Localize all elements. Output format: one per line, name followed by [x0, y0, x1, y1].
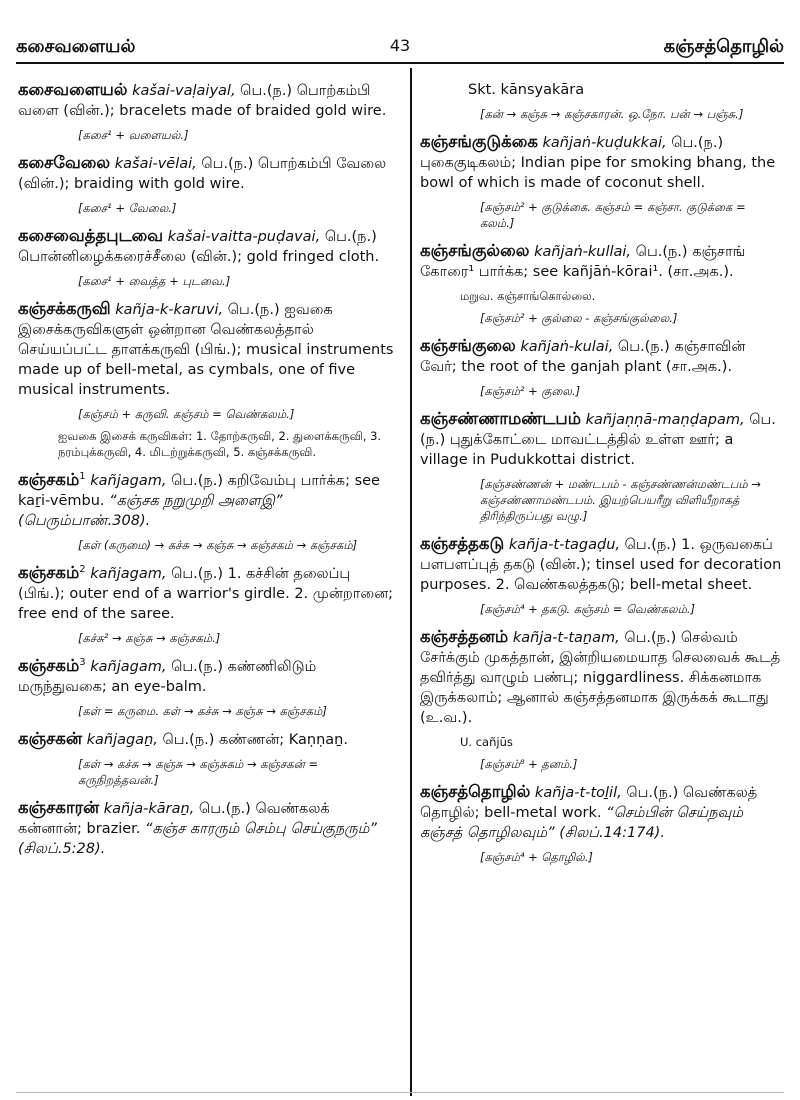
definition: கண்ணிலிடும் மருந்துவகை; an eye-balm. — [18, 659, 317, 695]
etymology: [கஞ்சம்⁴ + தகடு. கஞ்சம் = வெண்கலம்.] — [480, 602, 695, 616]
transliteration: kañjaṇṇā-maṇḍapam, — [585, 412, 745, 428]
etymology: [கஞ்சம்² + குலை.] — [480, 384, 581, 398]
etymology: [கஞ்சம்² + குல்லை - கஞ்சங்குல்லை.] — [480, 311, 678, 325]
homonym-number: 2 — [79, 564, 86, 576]
page-number: 43 — [389, 36, 411, 55]
transliteration: kañjaṅ-kulai, — [520, 339, 614, 355]
definition: புகைகுடிகலம்; Indian pipe for smoking bhang, the bowl of which is made of coconut shell. — [420, 155, 776, 191]
definition: கஞ்சாங் கோரை¹ பார்க்க; see kañjāṅ-kōrai¹. (சா.அக.). — [420, 244, 746, 280]
headword: கஞ்சக்கருவி — [18, 299, 111, 318]
header-first-word: கசைவளையல் — [16, 36, 136, 57]
definition: கறிவேம்பு பார்க்க; see kaṟi-vēmbu. — [18, 473, 380, 509]
footer-rule — [16, 1092, 784, 1093]
header-last-word: கஞ்சத்தொழில் — [663, 36, 784, 57]
definition: வெண்கலக் கன்னான்; brazier. — [18, 801, 330, 837]
headword: கஞ்சகம் — [18, 470, 80, 489]
etymology: [கசை¹ + வைத்த + புடவை.] — [78, 274, 231, 288]
etymology: [கன் → கஞ்சு → கஞ்சகாரன். ஒ.நோ. பன் → பஞ்சு.] — [480, 107, 744, 121]
part-of-speech: பெ.(ந.) — [617, 339, 670, 355]
dictionary-entry — [420, 534, 782, 617]
transliteration: kašai-vēlai, — [114, 156, 197, 172]
headword: கஞ்சங்குடுக்கை — [420, 132, 538, 151]
definition: புதுக்கோட்டை மாவட்டத்தில் உள்ள ஊர்; a village in Pudukkottai district. — [420, 432, 734, 468]
transliteration: kañjagam, — [90, 566, 167, 582]
dictionary-entry — [18, 153, 398, 216]
headword: கஞ்சத்தனம் — [420, 627, 509, 646]
transliteration: kañja-t-taṉam, — [512, 630, 620, 646]
etymology: [கஞ்சம்² + குடுக்கை. கஞ்சம் = கஞ்சா. குடுக்கை = கலம்.] — [480, 200, 746, 230]
dictionary-entry — [18, 656, 398, 719]
definition: 1. கச்சின் தலைப்பு (பிங்.); outer end of a warrior's girdle. 2. முன்றானை; free end of the saree. — [18, 566, 394, 622]
etymology: [கள் → கச்சு → கஞ்சு → கஞ்சுகம் → கஞ்சகன் = கருநிறத்தவன்.] — [78, 757, 319, 787]
definition: பொன்னிழைக்கரைச்சீலை (வின்.); gold fringed cloth. — [18, 249, 380, 265]
headword: கசைவேலை — [18, 153, 111, 172]
usage-note: ஐவகை இசைக் கருவிகள்: 1. தோற்கருவி, 2. துளைக்கருவி, 3. நரம்புக்கருவி, 4. மிடற்றுக்கருவி, 5. கஞ்சக்கருவி. — [58, 429, 382, 459]
right-column — [420, 80, 782, 1090]
dictionary-entry — [18, 299, 398, 460]
loanword-note: U. cañjūs — [460, 735, 513, 749]
definition: செல்வம் சேர்க்கும் முகத்தான், இன்றியமையாத செலவைக் கூடத் தவிர்த்து வாழும் பண்பு; niggardliness. சிக்கனமாக இருக்கலாம்; ஆனால் கஞ்சத்தனமாக இருக்கக் கூடாது (உ.வ.). — [420, 630, 781, 726]
part-of-speech: பெ.(ந.) — [201, 156, 254, 172]
transliteration: kañja-kāraṉ, — [103, 801, 195, 817]
definition: பொற்கம்பி வளை (வின்.); bracelets made of braided gold wire. — [18, 83, 387, 119]
citation: “கஞ்சக நறுமுறி அளைஇ” (பெரும்பாண்.308). — [18, 493, 283, 529]
part-of-speech: பெ.(ந.) — [624, 630, 677, 646]
part-of-speech: பெ.(ந.) — [671, 135, 724, 151]
dictionary-entry — [420, 782, 782, 865]
definition: வெண்கலத் தொழில்; bell-metal work. — [420, 785, 758, 821]
part-of-speech: பெ.(ந.) — [171, 659, 223, 675]
transliteration: kañjaṅ-kullai, — [534, 244, 632, 260]
etymology: [கச்சு² → கஞ்சு → கஞ்சகம்.] — [78, 631, 221, 645]
transliteration: kañja-k-karuvi, — [115, 302, 224, 318]
headword: கஞ்சண்ணாமண்டபம் — [420, 409, 581, 428]
citation: “கஞ்ச காரரும் செம்பு செய்குநரும்” (சிலப்.5:28). — [18, 821, 377, 857]
dictionary-entry — [420, 627, 782, 772]
usage-note: மறுவ. கஞ்சாங்கொல்லை. — [460, 289, 596, 303]
headword: கஞ்சங்குல்லை — [420, 241, 530, 260]
dictionary-entry — [18, 470, 398, 553]
dictionary-entry — [18, 729, 398, 788]
headword: கஞ்சகாரன் — [18, 798, 100, 817]
part-of-speech: பெ.(ந.) — [171, 473, 223, 489]
headword: கஞ்சத்தொழில் — [420, 782, 531, 801]
dictionary-entry — [18, 80, 398, 143]
etymology: [கஞ்சம்⁴ + தொழில்.] — [480, 850, 593, 864]
headword: கசைவளையல் — [18, 80, 128, 99]
headword: கசைவைத்தபுடவை — [18, 226, 164, 245]
part-of-speech: பெ.(ந.) — [171, 566, 223, 582]
part-of-speech: பெ.(ந.) — [626, 785, 679, 801]
dictionary-entry — [18, 226, 398, 289]
sanskrit-cognate: Skt. kānsyakāra — [468, 82, 585, 98]
headword: கஞ்சகம் — [18, 563, 80, 582]
part-of-speech: பெ.(ந.) — [324, 229, 377, 245]
transliteration: kañja-t-toḻil, — [534, 785, 622, 801]
homonym-number: 3 — [79, 657, 86, 669]
dictionary-entry-continued — [420, 80, 782, 122]
citation: “செம்பின் செய்நவும் கஞ்சத் தொழிலவும்” (சிலப்.14:174). — [420, 805, 744, 841]
part-of-speech: பெ.(ந.) — [635, 244, 688, 260]
dictionary-entry — [420, 132, 782, 231]
page-header — [16, 34, 784, 64]
etymology: [கள் (கருமை) → கச்சு → கஞ்சு → கஞ்சகம் → கஞ்சகம்] — [78, 538, 358, 552]
etymology: [கசை¹ + வளையல்.] — [78, 128, 189, 142]
left-column — [18, 80, 398, 1090]
etymology: [கள் = கருமை. கள் → கச்சு → கஞ்சு → கஞ்சகம்] — [78, 704, 327, 718]
part-of-speech: பெ.(ந.) — [198, 801, 251, 817]
headword: கஞ்சத்தகடு — [420, 534, 505, 553]
transliteration: kañjaṅ-kuḍukkai, — [542, 135, 667, 151]
part-of-speech: பெ.(ந.) — [624, 537, 677, 553]
transliteration: kañja-t-tagaḍu, — [508, 537, 621, 553]
part-of-speech: பெ.(ந.) — [162, 732, 215, 748]
dictionary-entry — [18, 798, 398, 859]
dictionary-entry — [420, 336, 782, 399]
homonym-number: 1 — [79, 471, 86, 483]
etymology: [கஞ்சண்ணன் + மண்டபம் - கஞ்சண்ணன்மண்டபம் → கஞ்சண்ணாமண்டபம். இயற்பெயரீறு விளியீறாகத் திரிந்திருப்பது வழு.] — [480, 477, 761, 523]
transliteration: kašai-vaḷaiyal, — [132, 83, 236, 99]
etymology: [கஞ்சம்⁸ + தனம்.] — [480, 757, 578, 771]
transliteration: kašai-vaitta-puḍavai, — [167, 229, 321, 245]
transliteration: kañjagam, — [90, 473, 167, 489]
definition: ஐவகை இசைக்கருவிகளுள் ஒன்றான வெண்கலத்தால் செய்யப்பட்ட தாளக்கருவி (பிங்.); musical instruments made up of bell-metal, as cymbals, one of five musical instruments. — [18, 302, 394, 398]
definition: கண்ணன்; Kaṇṇaṉ. — [219, 732, 348, 748]
part-of-speech: பெ.(ந.) — [240, 83, 293, 99]
definition: கஞ்சாவின் வேர்; the root of the ganjah plant (சா.அக.). — [420, 339, 746, 375]
dictionary-entry — [420, 409, 782, 524]
dictionary-entry — [18, 563, 398, 646]
part-of-speech: பெ.(ந.) — [227, 302, 280, 318]
part-of-speech: பெ.(ந.) — [420, 412, 776, 448]
transliteration: kañjagaṉ, — [86, 732, 158, 748]
headword: கஞ்சகன் — [18, 729, 82, 748]
transliteration: kañjagam, — [90, 659, 167, 675]
dictionary-entry — [420, 241, 782, 326]
definition: பொற்கம்பி வேலை (வின்.); braiding with gold wire. — [18, 156, 387, 192]
headword: கஞ்சங்குலை — [420, 336, 516, 355]
definition: 1. ஒருவகைப் பளபளப்புத் தகடு (வின்.); tinsel used for decoration purposes. 2. வெண்கலத்தகடு; bell-metal sheet. — [420, 537, 782, 593]
column-divider — [410, 68, 412, 1096]
headword: கஞ்சகம் — [18, 656, 80, 675]
etymology: [கசை¹ + வேலை.] — [78, 201, 177, 215]
etymology: [கஞ்சம் + கருவி. கஞ்சம் = வெண்கலம்.] — [78, 407, 295, 421]
